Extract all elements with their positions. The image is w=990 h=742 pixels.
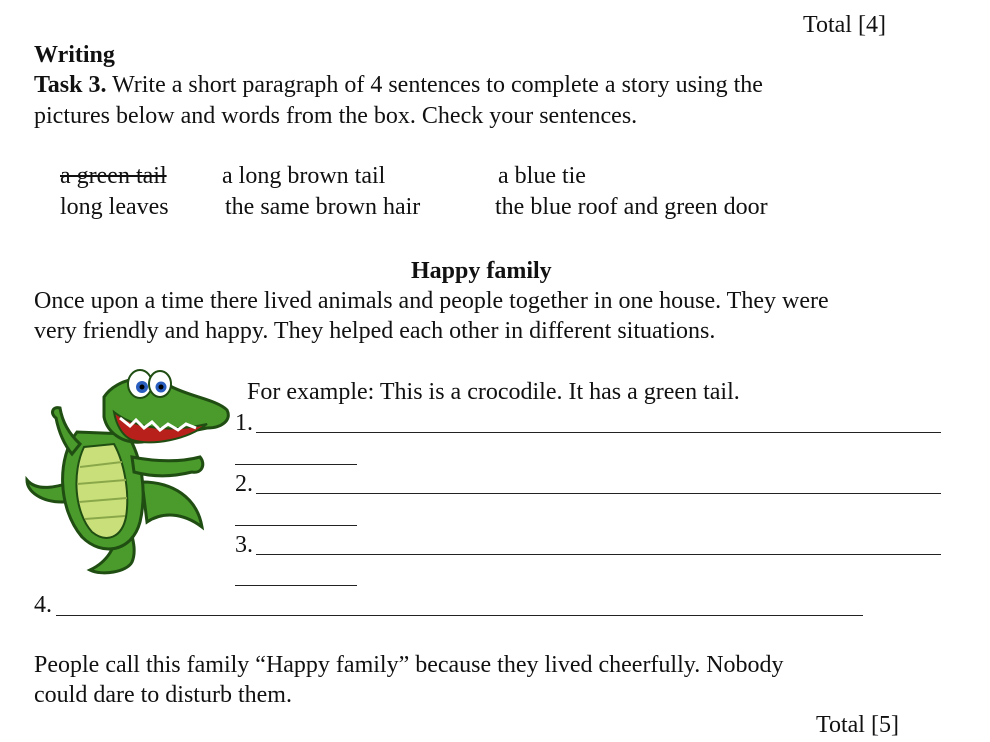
answer-line-1-continued[interactable] [235,464,357,465]
answer-line-2-continued[interactable] [235,525,357,526]
answer-number-4: 4. [34,592,52,618]
total-score-bottom: Total [5] [816,712,899,738]
answer-number-3: 3. [235,532,253,558]
answer-line-3-continued[interactable] [235,585,357,586]
word-same-brown-hair: the same brown hair [225,194,421,220]
task-instruction-line1 [34,70,763,100]
story-title: Happy family [411,258,552,284]
example-sentence: For example: This is a crocodile. It has a green tail. [247,379,740,405]
task-label: Task 3. [34,72,107,98]
total-score-top: Total [4] [803,12,886,38]
story-outro-line2: could dare to disturb them. [34,682,292,708]
word-crossed-green-tail: a green tail [60,163,167,189]
word-blue-tie: a blue tie [498,163,586,189]
answer-number-1: 1. [235,410,253,436]
task-instruction-line2: pictures below and words from the box. Check your sentences. [34,103,638,129]
crocodile-icon [22,362,237,577]
answer-number-2: 2. [235,471,253,497]
story-outro-line1: People call this family “Happy family” because they lived cheerfully. Nobody [34,652,784,678]
answer-line-1[interactable] [256,432,941,433]
answer-line-3[interactable] [256,554,941,555]
story-intro-line1: Once upon a time there lived animals and people together in one house. They were [34,288,829,314]
answer-line-2[interactable] [256,493,941,494]
word-blue-roof-green-door: the blue roof and green door [495,194,768,220]
word-long-brown-tail: a long brown tail [222,163,386,189]
story-intro-line2: very friendly and happy. They helped each other in different situations. [34,318,716,344]
section-heading: Writing [34,42,115,68]
answer-line-4[interactable] [56,615,863,616]
task-text: Write a short paragraph of 4 sentences to complete a story using the [112,72,763,98]
word-long-leaves: long leaves [60,194,169,220]
